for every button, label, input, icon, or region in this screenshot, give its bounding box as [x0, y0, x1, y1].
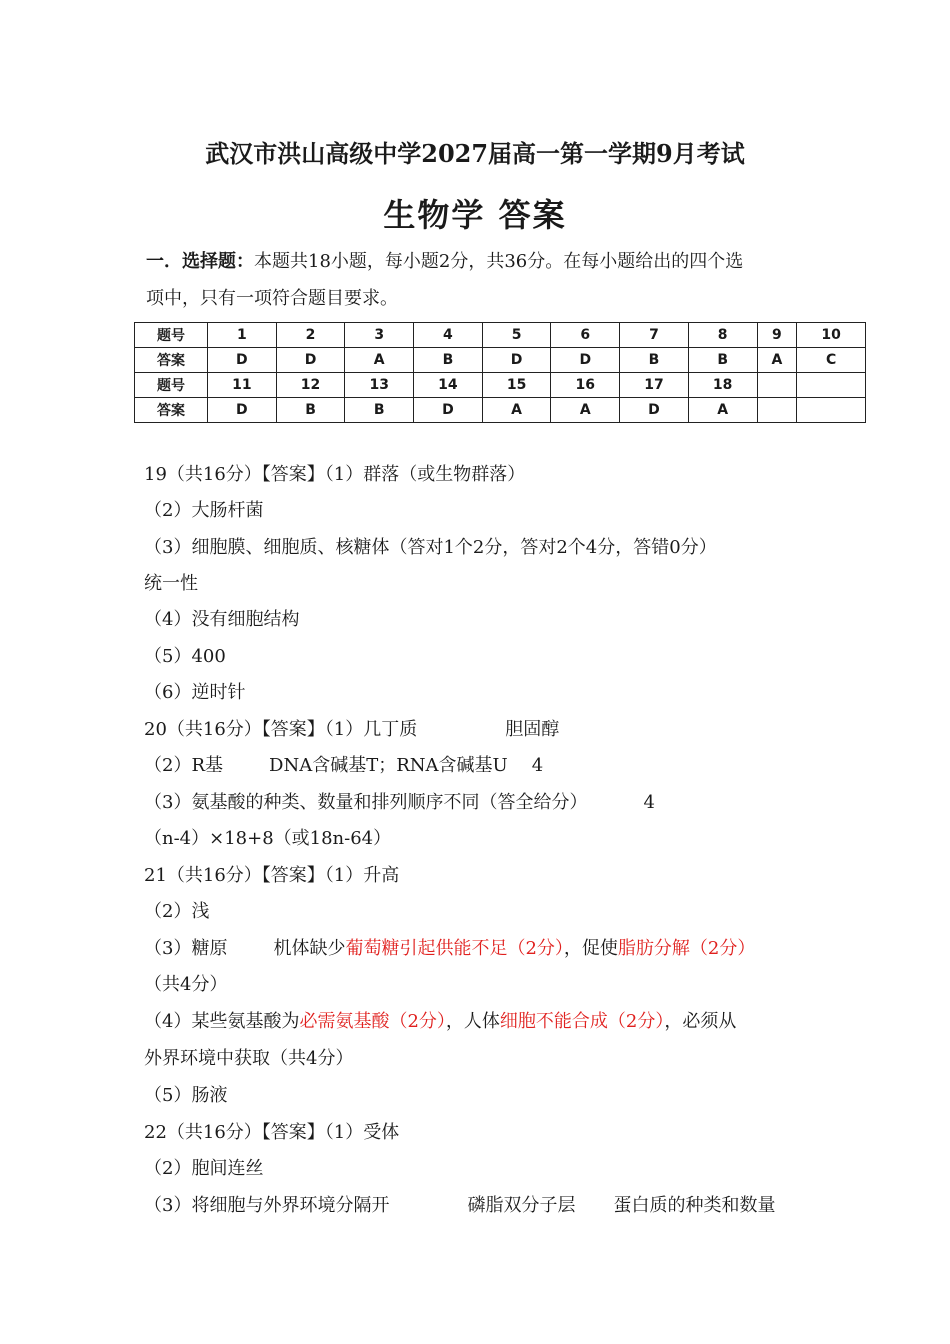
- row-label: 答案: [135, 398, 208, 423]
- table-cell: 5: [482, 323, 551, 348]
- q20-part: 4: [531, 755, 544, 776]
- table-cell: 4: [414, 323, 483, 348]
- q21-highlight: 必需氨基酸（2分）: [299, 1011, 446, 1032]
- table-cell: 1: [208, 323, 277, 348]
- table-cell: 12: [276, 373, 345, 398]
- q21-line: （2）浅: [144, 901, 210, 922]
- q21-highlight: 细胞不能合成（2分）: [499, 1011, 665, 1032]
- q21-line: [144, 936, 755, 962]
- q21-highlight: 脂肪分解（2分）: [617, 938, 756, 959]
- q20-line: [144, 753, 543, 779]
- table-cell: 18: [688, 373, 757, 398]
- page-subtitle: 生物学 答案: [383, 196, 567, 234]
- table-cell: A: [688, 398, 757, 423]
- section1-text-a: 本题共18小题，每小题2分，共36分。在每小题给出的四个选: [254, 251, 744, 272]
- q20-line: [144, 717, 559, 743]
- q21-part: （3）糖原: [144, 938, 228, 959]
- row-label: 答案: [135, 348, 208, 373]
- table-cell: C: [797, 348, 866, 373]
- table-cell: 2: [276, 323, 345, 348]
- q22-line: （2）胞间连丝: [144, 1158, 264, 1179]
- table-cell: A: [757, 348, 797, 373]
- table-cell: D: [620, 398, 689, 423]
- q19-line: （3）细胞膜、细胞质、核糖体（答对1个2分，答对2个4分，答错0分）: [144, 537, 717, 558]
- table-cell: 10: [797, 323, 866, 348]
- q21-line: （共4分）: [144, 974, 228, 995]
- table-cell: 17: [620, 373, 689, 398]
- q20-part: 4: [643, 792, 655, 813]
- table-cell: B: [688, 348, 757, 373]
- q19-line: （4）没有细胞结构: [144, 609, 300, 630]
- q20-line: （n-4）×18+8（或18n-64）: [144, 828, 392, 849]
- table-cell: D: [276, 348, 345, 373]
- q21-line: [144, 1009, 736, 1035]
- table-cell: A: [482, 398, 551, 423]
- table-cell: A: [345, 348, 414, 373]
- q20-part: （2）R基: [144, 755, 224, 776]
- q20-part: （3）氨基酸的种类、数量和排列顺序不同（答全给分）: [144, 792, 588, 813]
- q21-part: ，必须从: [664, 1011, 737, 1032]
- section1-intro-cont: 项中，只有一项符合题目要求。: [146, 288, 398, 309]
- table-cell: D: [208, 398, 277, 423]
- q22-part: 蛋白质的种类和数量: [613, 1195, 776, 1216]
- page-title: 武汉市洪山高级中学2027届高一第一学期9月考试: [205, 139, 745, 168]
- q19-line: 19（共16分）【答案】（1）群落（或生物群落）: [144, 464, 526, 485]
- row-label: 题号: [135, 373, 208, 398]
- table-cell: 14: [414, 373, 483, 398]
- q22-line: [144, 1193, 775, 1219]
- table-cell: 13: [345, 373, 414, 398]
- q19-line: （6）逆时针: [144, 682, 246, 703]
- table-row: [135, 398, 866, 423]
- table-cell: D: [414, 398, 483, 423]
- table-row: [135, 348, 866, 373]
- table-cell: A: [551, 398, 620, 423]
- q20-line: [144, 790, 655, 816]
- table-cell: 7: [620, 323, 689, 348]
- table-cell: D: [482, 348, 551, 373]
- q19-line: 统一性: [144, 573, 198, 594]
- q21-part: （4）某些氨基酸为: [144, 1011, 300, 1032]
- table-cell: B: [345, 398, 414, 423]
- table-cell: [797, 398, 866, 423]
- q22-part: （3）将细胞与外界环境分隔开: [144, 1195, 390, 1216]
- q20-part: DNA含碱基T；RNA含碱基U: [269, 755, 508, 776]
- q20-part: 20（共16分）【答案】（1）几丁质: [144, 719, 418, 740]
- table-cell: 15: [482, 373, 551, 398]
- table-cell: B: [276, 398, 345, 423]
- table-cell: 6: [551, 323, 620, 348]
- q19-line: （5）400: [144, 646, 226, 667]
- q21-line: 外界环境中获取（共4分）: [144, 1048, 354, 1069]
- section1-heading: 一．选择题：: [146, 251, 254, 272]
- table-cell: D: [551, 348, 620, 373]
- table-cell: B: [620, 348, 689, 373]
- row-label: 题号: [135, 323, 208, 348]
- table-cell: [757, 398, 797, 423]
- q21-line: 21（共16分）【答案】（1）升高: [144, 865, 400, 886]
- answer-table: [134, 322, 866, 423]
- q20-part: 胆固醇: [505, 719, 560, 740]
- q22-line: 22（共16分）【答案】（1）受体: [144, 1122, 400, 1143]
- q21-part: 机体缺少: [273, 938, 346, 959]
- q21-part: ，人体: [445, 1011, 500, 1032]
- section1-intro: [146, 244, 826, 280]
- table-cell: D: [208, 348, 277, 373]
- q22-part: 磷脂双分子层: [467, 1195, 576, 1216]
- table-cell: B: [414, 348, 483, 373]
- table-cell: 16: [551, 373, 620, 398]
- table-cell: 11: [208, 373, 277, 398]
- table-row: [135, 373, 866, 398]
- table-cell: 9: [757, 323, 797, 348]
- table-cell: [797, 373, 866, 398]
- table-cell: [757, 373, 797, 398]
- q19-line: （2）大肠杆菌: [144, 500, 264, 521]
- table-row: [135, 323, 866, 348]
- q21-highlight: 葡萄糖引起供能不足（2分）: [345, 938, 564, 959]
- q21-part: ，促使: [563, 938, 618, 959]
- q21-line: （5）肠液: [144, 1085, 228, 1106]
- table-cell: 3: [345, 323, 414, 348]
- table-cell: 8: [688, 323, 757, 348]
